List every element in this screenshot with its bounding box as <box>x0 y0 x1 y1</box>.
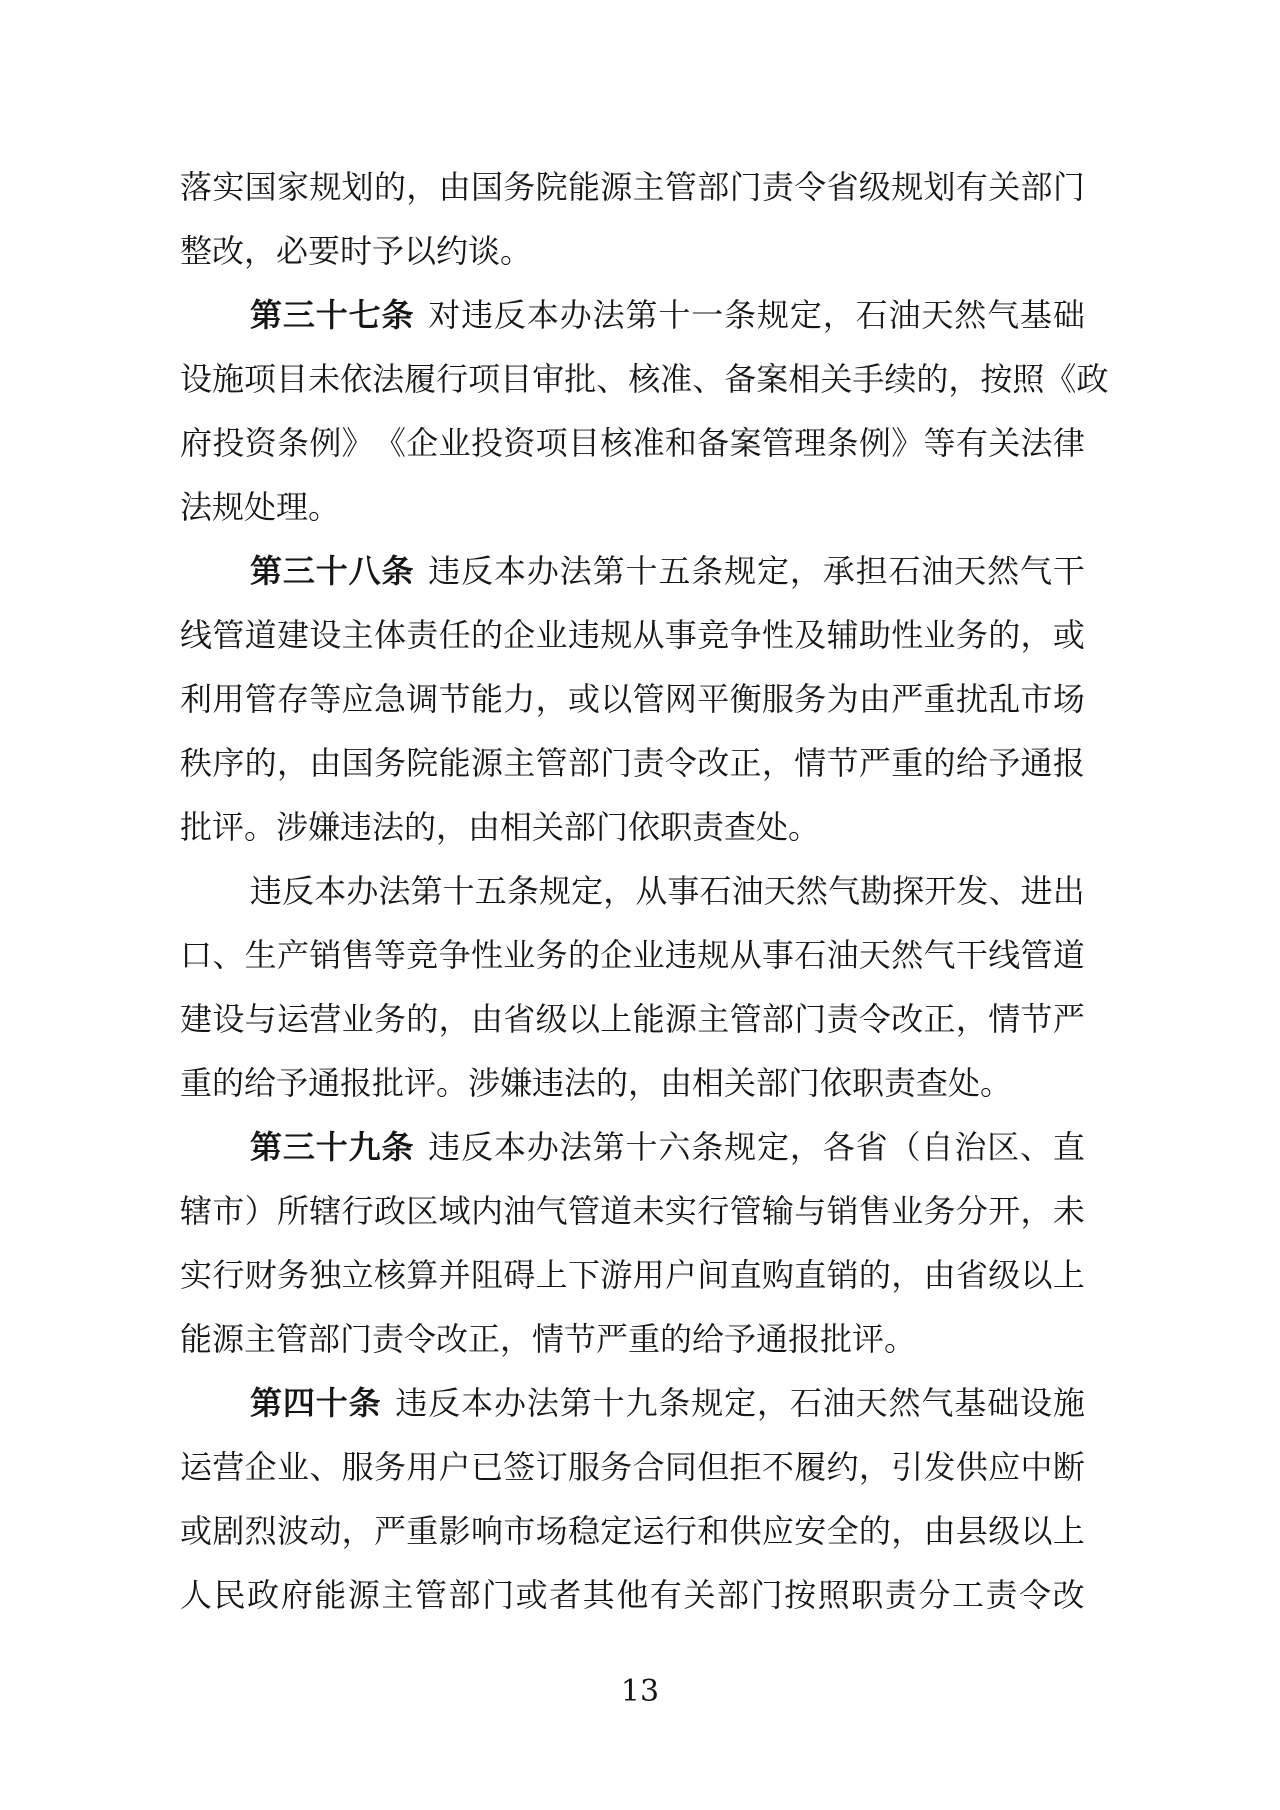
text-line: 人 民 政 府 能 源 主 管 部 门 或 者 其 他 有 关 部 门 按 照 职 责 分 工 责 令 改 <box>180 1576 1085 1614</box>
text-line: 辖 市 ） 所 辖 行 政 区 域 内 油 气 管 道 未 实 行 管 输 与 销 售 业 务 分 开 ， 未 <box>180 1192 1085 1230</box>
text-line: 利 用 管 存 等 应 急 调 节 能 力 ， 或 以 管 网 平 衡 服 务 为 由 严 重 扰 乱 市 场 <box>180 680 1085 718</box>
article-heading-line: 第 三 十 九 条 违 反 本 办 法 第 十 六 条 规 定 ， 各 省 （ 自 治 区 、 直 <box>250 1128 1085 1166</box>
text-line: 府 投 资 条 例 》 《 企 业 投 资 项 目 核 准 和 备 案 管 理 条 例 》 等 有 关 法 律 <box>180 424 1085 462</box>
text-line: 整改，必要时予以约谈。 <box>180 232 533 270</box>
text-line: 违 反 本 办 法 第 十 五 条 规 定 ， 从 事 石 油 天 然 气 勘 探 开 发 、 进 出 <box>250 872 1085 910</box>
page-number: 13 <box>620 1674 660 1709</box>
text-line: 重的给予通报批评。涉嫌违法的，由相关部门依职责查处。 <box>180 1064 1013 1102</box>
text-line: 线 管 道 建 设 主 体 责 任 的 企 业 违 规 从 事 竞 争 性 及 辅 助 性 业 务 的 ， 或 <box>180 616 1085 654</box>
article-heading-line: 第 四 十 条 违 反 本 办 法 第 十 九 条 规 定 ， 石 油 天 然 气 基 础 设 施 <box>250 1384 1085 1422</box>
text-line: 实 行 财 务 独 立 核 算 并 阻 碍 上 下 游 用 户 间 直 购 直 销 的 ， 由 省 级 以 上 <box>180 1256 1085 1294</box>
text-line: 建 设 与 运 营 业 务 的 ， 由 省 级 以 上 能 源 主 管 部 门 责 令 改 正 ， 情 节 严 <box>180 1000 1085 1038</box>
text-line: 设 施 项 目 未 依 法 履 行 项 目 审 批 、 核 准 、 备 案 相 关 手 续 的 ， 按 照 《 政 <box>180 360 1109 398</box>
text-line: 运 营 企 业 、 服 务 用 户 已 签 订 服 务 合 同 但 拒 不 履 约 ， 引 发 供 应 中 断 <box>180 1448 1085 1486</box>
text-line: 批评。涉嫌违法的，由相关部门依职责查处。 <box>180 808 821 846</box>
text-line: 落 实 国 家 规 划 的 ， 由 国 务 院 能 源 主 管 部 门 责 令 省 级 规 划 有 关 部 门 <box>180 168 1085 206</box>
article-heading-line: 第 三 十 七 条 对 违 反 本 办 法 第 十 一 条 规 定 ， 石 油 天 然 气 基 础 <box>250 296 1085 334</box>
article-heading-line: 第 三 十 八 条 违 反 本 办 法 第 十 五 条 规 定 ， 承 担 石 油 天 然 气 干 <box>250 552 1085 590</box>
text-line: 能源主管部门责令改正，情节严重的给予通报批评。 <box>180 1320 917 1358</box>
document-body <box>180 155 1109 1627</box>
text-line: 或 剧 烈 波 动 ， 严 重 影 响 市 场 稳 定 运 行 和 供 应 安 全 的 ， 由 县 级 以 上 <box>180 1512 1085 1550</box>
text-line: 口 、 生 产 销 售 等 竞 争 性 业 务 的 企 业 违 规 从 事 石 油 天 然 气 干 线 管 道 <box>180 936 1085 974</box>
text-line: 法规处理。 <box>180 488 341 526</box>
text-line: 秩 序 的 ， 由 国 务 院 能 源 主 管 部 门 责 令 改 正 ， 情 节 严 重 的 给 予 通 报 <box>180 744 1085 782</box>
